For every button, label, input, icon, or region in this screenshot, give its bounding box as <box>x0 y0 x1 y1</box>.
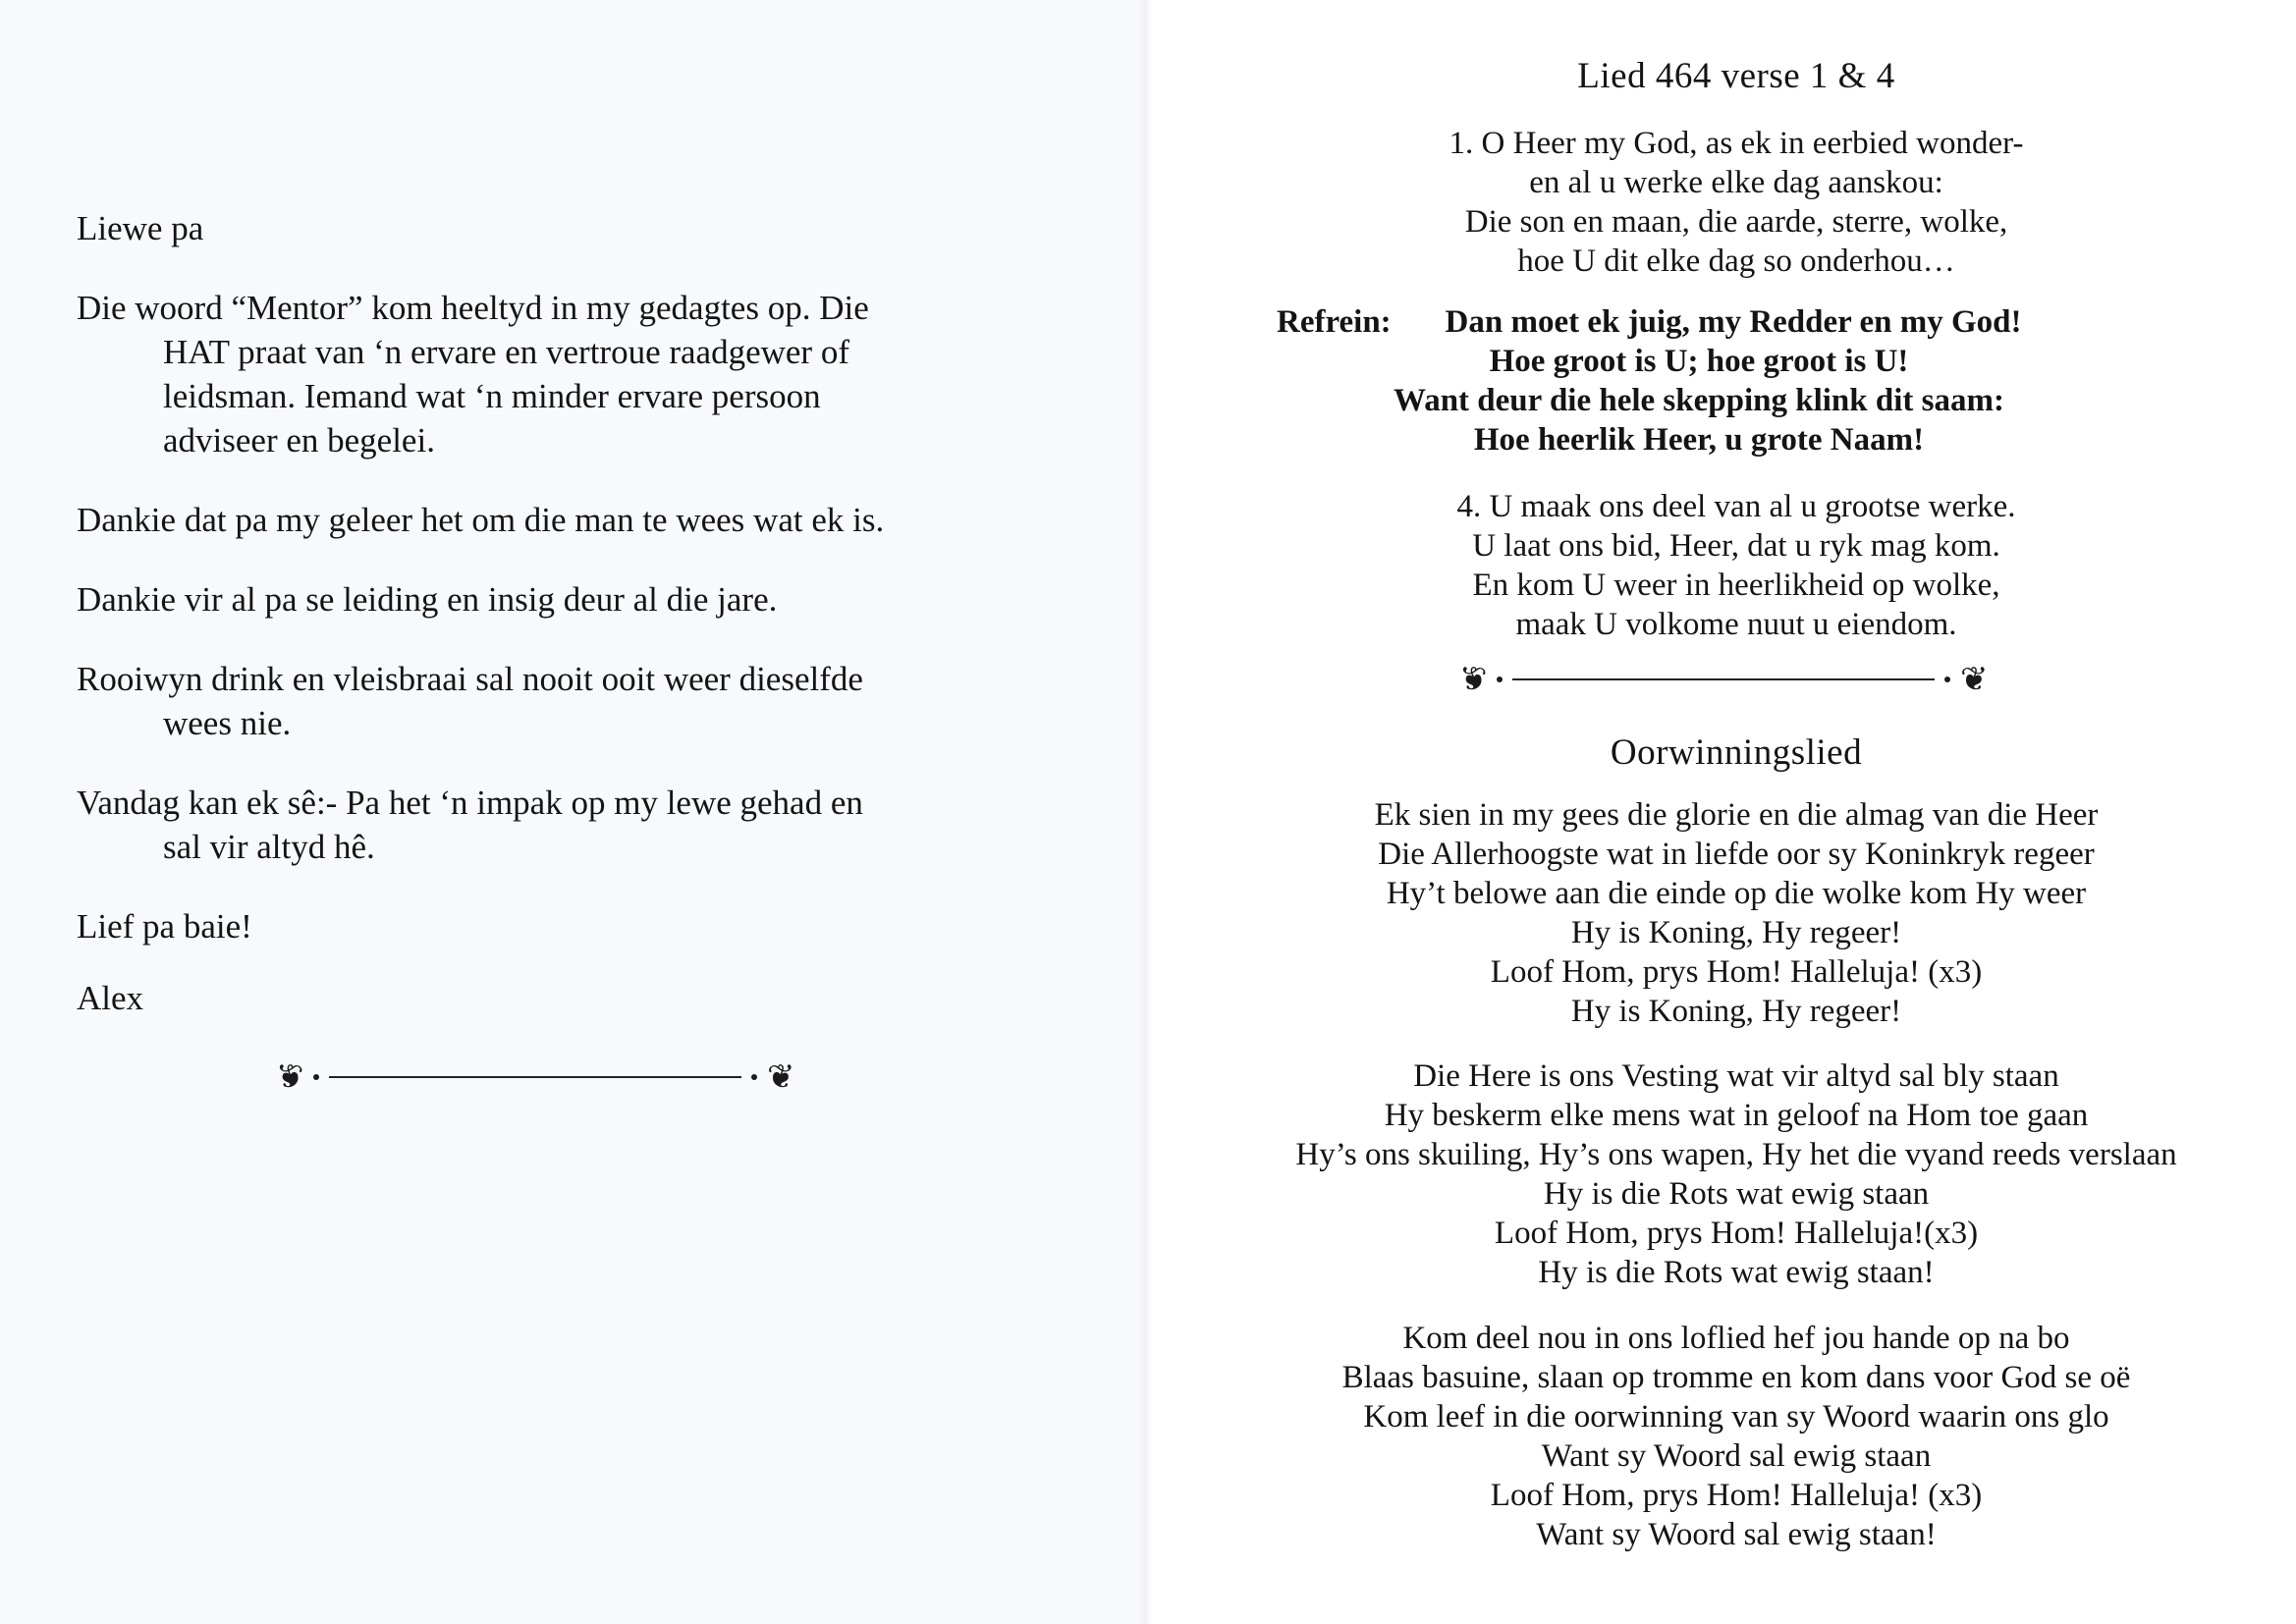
refrain-label: Refrein: <box>1277 304 1392 340</box>
ornament-divider-left <box>270 1057 800 1097</box>
letter-paragraph-thanks-man: Dankie dat pa my geleer het om die man te wees wat ek is. <box>77 501 885 539</box>
song-stanza-1: Ek sien in my gees die glorie en die almag van die Heer Die Allerhoogste wat in liefde oor sy Koninkryk regeer Hy’t belowe aan die einde op die wolke kom Hy weer Hy is Koning, Hy regeer! Loof Hom, prys Hom! Halleluja! (x3) Hy is Koning, Hy regeer! <box>1374 797 2099 1029</box>
dot-icon <box>313 1074 319 1080</box>
dot-icon <box>751 1074 757 1080</box>
letter-paragraph-thanks-guidance: Dankie vir al pa se leiding en insig deur al die jare. <box>77 580 778 619</box>
flourish-icon: ❦ <box>767 1057 795 1097</box>
letter-closing: Lief pa baie! <box>77 907 252 946</box>
letter-signature: Alex <box>77 979 144 1017</box>
flourish-icon: ❦ <box>275 1057 303 1097</box>
tribute-letter <box>77 206 1059 1056</box>
page-fold <box>1139 0 1153 1624</box>
divider-line <box>1512 678 1935 680</box>
hymn-verse-4: 4. U maak ons deel van al u grootse werke. U laat ons bid, Heer, dat u ryk mag kom. En kom U weer in heerlikheid op wolke, maak U volkome nuut u eiendom. <box>1456 489 2016 642</box>
divider-line <box>329 1076 741 1078</box>
letter-paragraph-impact: Vandag kan ek sê:- Pa het ‘n impak op my lewe gehad en sal vir altyd hê. <box>77 784 863 866</box>
song-stanza-3: Kom deel nou in ons loflied hef jou hande op na bo Blaas basuine, slaan op tromme en kom dans voor God se oë Kom leef in die oorwinning van sy Woord waarin ons glo Want sy Woord sal ewig staan Loof Hom, prys Hom! Halleluja! (x3) Want sy Woord sal ewig staan! <box>1341 1321 2131 1552</box>
letter-paragraph-mentor: Die woord “Mentor” kom heeltyd in my gedagtes op. Die HAT praat van ‘n ervare en vertroue raadgewer of leidsman. Iemand wat ‘n minder ervare persoon adviseer en begelei. <box>77 289 869 460</box>
ornament-divider-right <box>1458 660 1989 699</box>
hymn-verse-1: 1. O Heer my God, as ek in eerbied wonder- en al u werke elke dag aanskou: Die son en maan, die aarde, sterre, wolke, hoe U dit elke dag so onderhou… <box>1449 126 2024 279</box>
song-stanza-2: Die Here is ons Vesting wat vir altyd sal bly staan Hy beskerm elke mens wat in geloof na Hom toe gaan Hy’s ons skuiling, Hy’s ons wapen, Hy het die vyand reeds verslaan Hy is die Rots wat ewig staan Loof Hom, prys Hom! Halleluja!(x3) Hy is die Rots wat ewig staan! <box>1295 1058 2177 1290</box>
hymn-title: Lied 464 verse 1 & 4 <box>1577 56 1895 96</box>
dot-icon <box>1944 677 1950 682</box>
dot-icon <box>1497 677 1503 682</box>
letter-greeting: Liewe pa <box>77 209 204 247</box>
flourish-icon: ❦ <box>1960 660 1989 699</box>
flourish-icon: ❦ <box>1458 660 1487 699</box>
song-title: Oorwinningslied <box>1610 732 1863 773</box>
letter-paragraph-rooiwyn: Rooiwyn drink en vleisbraai sal nooit ooit weer dieselfde wees nie. <box>77 660 863 742</box>
hymn-refrain: Refrein: Dan moet ek juig, my Redder en my God! Hoe groot is U; hoe groot is U! Want deur die hele skepping klink dit saam: Hoe heerlik Heer, u grote Naam! <box>1277 304 2022 458</box>
